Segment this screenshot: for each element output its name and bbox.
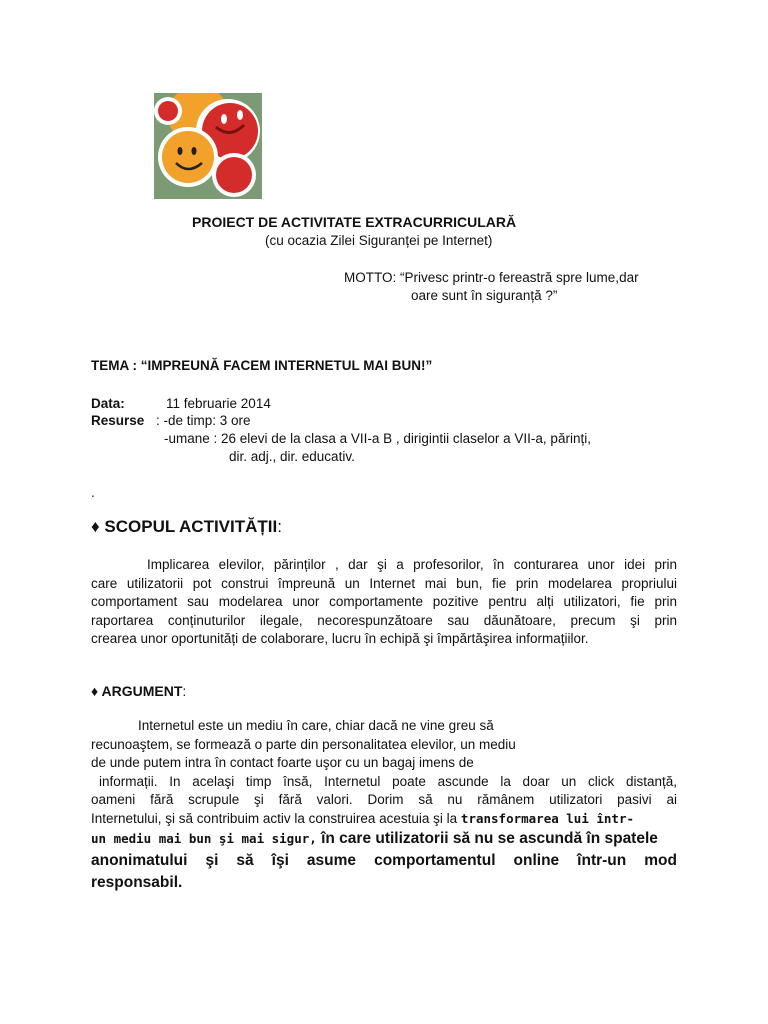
scop-heading <box>91 517 282 537</box>
scop-paragraph <box>91 556 677 649</box>
argument-line6-bold: transformarea lui într- <box>460 810 635 826</box>
smiley-faces-logo-icon <box>154 93 262 199</box>
scop-line: Implicarea elevilor, părinților , dar şi a profesorilor, în conturarea unor idei prin <box>147 557 677 572</box>
argument-heading <box>91 683 186 699</box>
argument-heading-text: ♦ ARGUMENT <box>91 683 183 699</box>
scop-line: crearea unor oportunități de colaborare, lucru în echipă şi împărtăşirea informațiilor. <box>91 631 589 646</box>
motto-line-2: oare sunt în siguranță ?” <box>411 288 558 303</box>
argument-line7-bold: în care utilizatorii să nu se ascundă în spatele <box>316 830 658 847</box>
data-value: 11 februarie 2014 <box>166 396 271 411</box>
argument-line: oameni fără scrupule şi fără valori. Dorim să nu rămânem utilizatori pasivi ai <box>91 792 677 807</box>
resurse-label: Resurse <box>91 413 145 428</box>
tema-heading: TEMA : “IMPREUNĂ FACEM INTERNETUL MAI BUN!” <box>91 358 433 373</box>
argument-heading-colon: : <box>182 683 187 699</box>
data-label: Data: <box>91 396 125 411</box>
argument-line6-normal: Internetului, şi să contribuim activ la construirea acestuia şi la <box>91 810 461 826</box>
separator-dot: . <box>91 485 95 500</box>
resurse-staff: dir. adj., dir. educativ. <box>229 449 355 464</box>
document-subtitle: (cu ocazia Zilei Siguranței pe Internet) <box>265 233 493 248</box>
scop-line: raportarea conținuturilor ilegale, necorespunzătoare sau dăunătoare, precum şi prin <box>91 612 677 628</box>
argument-line: informații. In acelaşi timp însă, Internetul poate ascunde la doar un click distanță, <box>99 773 677 789</box>
argument-line: responsabil. <box>91 874 183 891</box>
argument-line: recunoaştem, se formează o parte din personalitatea elevilor, un mediu <box>91 736 516 752</box>
argument-line <box>91 828 677 850</box>
argument-line <box>91 810 677 829</box>
scop-line: comportament sau modelarea unor comportamente pozitive pentru alți utilizatori, fie prin <box>91 594 677 609</box>
resurse-human: -umane : 26 elevi de la clasa a VII-a B , dirigintii claselor a VII-a, părinți, <box>164 431 591 446</box>
scop-heading-colon: : <box>277 517 282 536</box>
argument-line7-mono: un mediu mai bun şi mai sigur, <box>91 831 317 846</box>
argument-line: anonimatului şi să îşi asume comportamentul online într-un mod <box>91 852 677 869</box>
argument-paragraph <box>91 717 677 894</box>
scop-line: care utilizatorii pot construi împreună un Internet mai bun, fie prin modelarea propriului <box>91 575 677 591</box>
resurse-time: : -de timp: 3 ore <box>156 413 251 428</box>
document-title: PROIECT DE ACTIVITATE EXTRACURRICULARĂ <box>192 214 517 230</box>
motto-line-1: MOTTO: “Privesc printr-o fereastră spre lume,dar <box>344 270 639 285</box>
argument-line: de unde putem intra în contact foarte uşor cu un bagaj imens de <box>91 755 474 770</box>
argument-line: Internetul este un mediu în care, chiar dacă ne vine greu să <box>138 718 494 733</box>
scop-heading-text: ♦ SCOPUL ACTIVITĂȚII <box>91 517 278 536</box>
